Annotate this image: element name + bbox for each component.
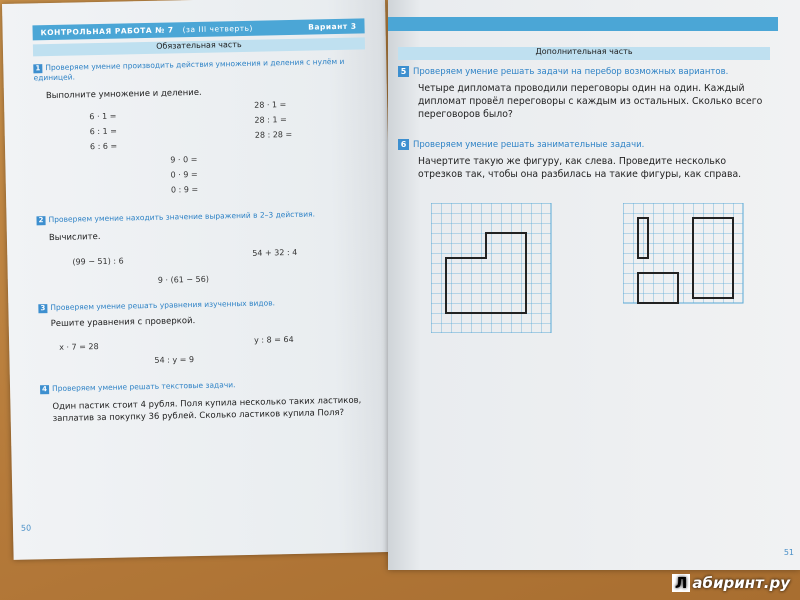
worksheet-banner xyxy=(32,18,364,40)
task-number: 2 xyxy=(36,216,45,225)
right-banner xyxy=(388,17,778,31)
section-heading xyxy=(398,47,770,60)
expression: 0 : 9 = xyxy=(170,184,199,195)
expression: 6 : 1 = xyxy=(89,126,118,137)
equation: 54 : y = 9 xyxy=(154,355,195,365)
watermark-logo-letter: Л xyxy=(672,574,690,592)
expression: 6 : 6 = xyxy=(89,141,118,152)
task-label: Проверяем умение производить действия умножения и деления с нулём и единицей. xyxy=(33,56,345,83)
banner-subtitle: (за III четверть) xyxy=(182,23,254,35)
task-5-text: Четыре дипломата проводили переговоры один на один. Каждый дипломат провёл переговоры с каждым из остальных. Сколько всего переговоров было? xyxy=(418,83,763,120)
task-5-header xyxy=(398,66,728,77)
task-4-text: Один пастик стоит 4 рубля. Поля купила несколько таких ластиков, заплатив за покупку 36 рублей. Сколько ластиков купила Поля? xyxy=(52,395,362,425)
expression: 28 · 1 = xyxy=(254,100,287,110)
task-number: 3 xyxy=(38,304,47,313)
expression: 28 : 1 = xyxy=(254,115,287,125)
task-label: Проверяем умение находить значение выражений в 2–3 действия. xyxy=(48,209,316,225)
task-number: 1 xyxy=(33,64,42,73)
task-1-instruction: Выполните умножение и деление. xyxy=(45,87,202,102)
section-heading-text: Дополнительная часть xyxy=(535,47,633,56)
task-number: 6 xyxy=(398,139,409,150)
task-3-header xyxy=(38,296,373,313)
task-label: Проверяем умение решать уравнения изученных видов. xyxy=(50,298,276,313)
task-number: 5 xyxy=(398,66,409,77)
task-6-header xyxy=(398,139,644,150)
task-6-text: Начертите такую же фигуру, как слева. Проведите несколько отрезков так, чтобы она разбилась на такие фигуры, как справа. xyxy=(418,156,742,180)
watermark xyxy=(672,574,790,592)
section-heading xyxy=(33,37,365,56)
variant-label: Вариант 3 xyxy=(308,21,357,32)
expression: 9 · 0 = xyxy=(170,154,198,165)
expression: 9 · (61 − 56) xyxy=(157,274,210,285)
left-page xyxy=(2,0,397,560)
expression: (99 − 51) : 6 xyxy=(72,256,124,267)
equation: x · 7 = 28 xyxy=(59,342,99,352)
watermark-text: абиринт.ру xyxy=(692,574,790,592)
page-number: 50 xyxy=(20,523,32,533)
task-1-header xyxy=(33,56,368,82)
expression: 6 · 1 = xyxy=(89,111,117,122)
banner-title: КОНТРОЛЬНАЯ РАБОТА № 7 xyxy=(40,25,174,38)
expression: 0 · 9 = xyxy=(170,169,198,180)
task-label: Проверяем умение решать задачи на перебор возможных вариантов. xyxy=(413,67,729,77)
task-2-header xyxy=(36,208,371,225)
equation: y : 8 = 64 xyxy=(254,334,294,345)
expression: 54 + 32 : 4 xyxy=(252,247,298,258)
task-label: Проверяем умение решать занимательные задачи. xyxy=(413,140,645,150)
section-heading-text: Обязательная часть xyxy=(156,39,242,51)
right-page xyxy=(388,0,800,570)
task-number: 4 xyxy=(40,385,49,394)
grid-figure-source xyxy=(431,203,561,333)
task-2-instruction: Вычислите. xyxy=(48,231,101,244)
task-3-instruction: Решите уравнения с проверкой. xyxy=(50,316,196,330)
task-label: Проверяем умение решать текстовые задачи. xyxy=(51,380,236,394)
task-4-header xyxy=(40,377,375,394)
page-number: 51 xyxy=(783,548,794,557)
expression: 28 : 28 = xyxy=(254,129,293,140)
grid-figure-target xyxy=(623,203,753,333)
